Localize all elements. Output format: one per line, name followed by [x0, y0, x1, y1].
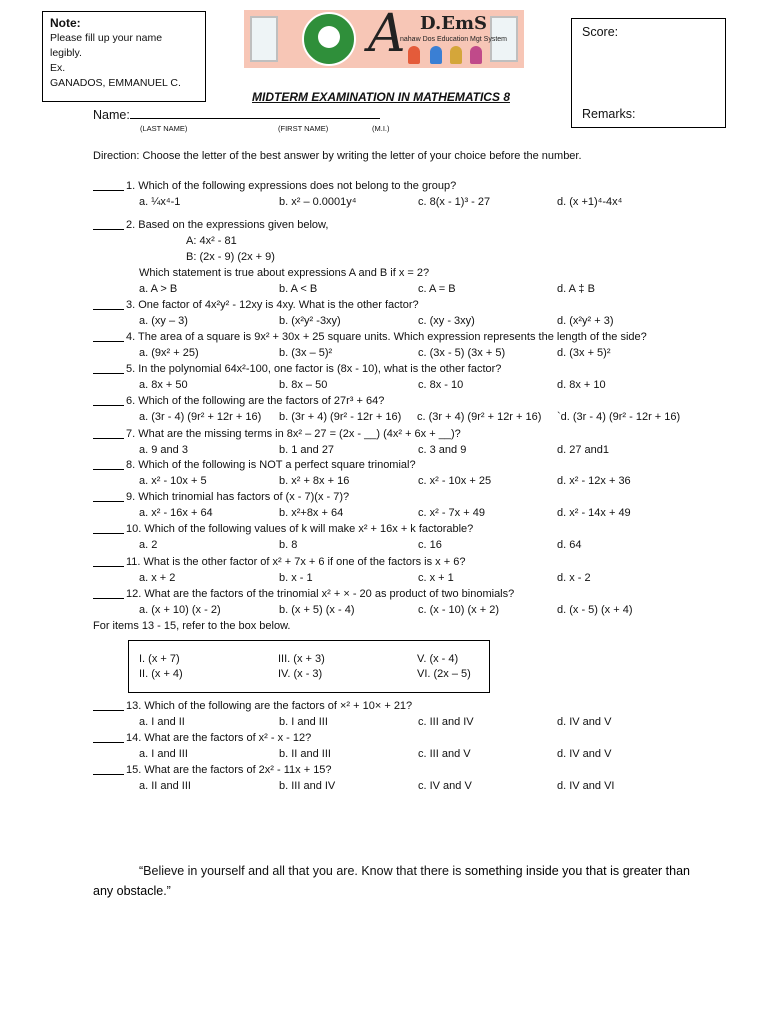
score-box [571, 18, 726, 128]
answer-blank[interactable] [93, 764, 124, 779]
answer-choice[interactable]: a. I and II [139, 716, 185, 728]
answer-choice[interactable]: a. x² - 10x + 5 [139, 475, 207, 487]
question-text: 7. What are the missing terms in 8x² – 27 = (2x - __) (4x² + 6x + __)? [126, 428, 461, 440]
name-sublabel: (LAST NAME) [140, 124, 188, 133]
quote-part: .” [163, 884, 171, 898]
answer-choice[interactable]: b. (3x – 5)² [279, 347, 333, 359]
answer-choice[interactable]: c. III and IV [418, 716, 474, 728]
answer-choice[interactable]: a. x + 2 [139, 572, 176, 584]
answer-choice[interactable]: c. x² - 7x + 49 [418, 507, 485, 519]
answer-choice[interactable]: b. III and IV [279, 780, 336, 792]
school-logo-banner [244, 10, 524, 68]
ref-item: VI. (2x – 5) [417, 668, 471, 680]
answer-choice[interactable]: c. III and V [418, 748, 471, 760]
answer-choice[interactable]: b. 1 and 27 [279, 444, 335, 456]
answer-choice[interactable]: b. x² – 0.0001y⁴ [279, 196, 357, 208]
expression-a: A: 4x² - 81 [186, 235, 237, 247]
name-sublabel: (FIRST NAME) [278, 124, 329, 133]
window-icon [250, 16, 278, 62]
answer-blank[interactable] [93, 556, 124, 571]
answer-choice[interactable]: b. 8 [279, 539, 298, 551]
answer-choice[interactable]: b. x² + 8x + 16 [279, 475, 350, 487]
answer-choice[interactable]: d. 27 and1 [557, 444, 609, 456]
answer-choice[interactable]: a. (3r - 4) (9r² + 12r + 16) [139, 411, 262, 423]
answer-blank[interactable] [93, 459, 124, 474]
answer-choice[interactable]: a. A > B [139, 283, 178, 295]
logo-tagline: nahaw Dos Education Mgt System [400, 36, 507, 43]
answer-choice[interactable]: c. (3x - 5) (3x + 5) [418, 347, 506, 359]
answer-choice[interactable]: c. A = B [418, 283, 456, 295]
ref-item: I. (x + 7) [139, 653, 180, 665]
answer-choice[interactable]: b. (x + 5) (x - 4) [279, 604, 355, 616]
logo-letter: A [368, 10, 406, 64]
answer-choice[interactable]: a. ¼x⁴-1 [139, 196, 181, 208]
question-text: 4. The area of a square is 9x² + 30x + 25 square units. Which expression represents the length of the side? [126, 331, 647, 343]
motivational-quote [93, 861, 713, 901]
answer-choice[interactable]: d. (x²y² + 3) [557, 315, 614, 327]
answer-choice[interactable]: a. 2 [139, 539, 158, 551]
child-figure-icon [470, 46, 482, 64]
answer-blank[interactable] [93, 732, 124, 747]
answer-choice[interactable]: c. 8(x - 1)³ - 27 [418, 196, 491, 208]
ref-item: V. (x - 4) [417, 653, 459, 665]
note-line: GANADOS, EMMANUEL C. [50, 77, 181, 89]
question-text: 12. What are the factors of the trinomial x² + × - 20 as product of two binomials? [126, 588, 515, 600]
note-line: Please fill up your name [50, 32, 163, 44]
answer-choice[interactable]: b. 8x – 50 [279, 379, 328, 391]
answer-blank[interactable] [93, 363, 124, 378]
answer-choice[interactable]: d. 8x + 10 [557, 379, 606, 391]
answer-choice[interactable]: a. (xy – 3) [139, 315, 188, 327]
answer-choice[interactable]: a. 8x + 50 [139, 379, 188, 391]
answer-choice[interactable]: d. 64 [557, 539, 582, 551]
name-label: Name: [93, 108, 130, 122]
child-figure-icon [430, 46, 442, 64]
answer-blank[interactable] [93, 180, 124, 195]
question-text: 15. What are the factors of 2x² - 11x + 15? [126, 764, 332, 776]
answer-choice[interactable]: `d. (3r - 4) (9r² - 12r + 16) [557, 411, 681, 423]
quote-emphasis: something inside you that is greater than any obstacle [93, 864, 691, 898]
answer-choice[interactable]: c. x + 1 [418, 572, 454, 584]
answer-choice[interactable]: c. 16 [418, 539, 442, 551]
ref-item: IV. (x - 3) [278, 668, 323, 680]
answer-choice[interactable]: d. x - 2 [557, 572, 591, 584]
answer-choice[interactable]: c. (x - 10) (x + 2) [418, 604, 499, 616]
question-text: 3. One factor of 4x²y² - 12xy is 4xy. What is the other factor? [126, 299, 419, 311]
answer-choice[interactable]: c. (xy - 3xy) [418, 315, 475, 327]
answer-choice[interactable]: a. 9 and 3 [139, 444, 188, 456]
answer-choice[interactable]: b. A < B [279, 283, 318, 295]
child-figure-icon [450, 46, 462, 64]
remarks-label: Remarks: [582, 107, 636, 121]
expression-b: B: (2x - 9) (2x + 9) [186, 251, 275, 263]
question-text: 5. In the polynomial 64x²-100, one factor is (8x - 10), what is the other factor? [126, 363, 502, 375]
answer-choice[interactable]: b. x²+8x + 64 [279, 507, 344, 519]
child-figure-icon [408, 46, 420, 64]
question-text: 11. What is the other factor of x² + 7x + 6 if one of the factors is x + 6? [126, 556, 466, 568]
answer-choice[interactable]: c. 8x - 10 [418, 379, 464, 391]
exam-title: MIDTERM EXAMINATION IN MATHEMATICS 8 [252, 90, 510, 104]
answer-choice[interactable]: a. (x + 10) (x - 2) [139, 604, 221, 616]
question-subtext: Which statement is true about expressions A and B if x = 2? [139, 267, 430, 279]
score-label: Score: [582, 25, 619, 39]
answer-choice[interactable]: d. x² - 14x + 49 [557, 507, 631, 519]
answer-choice[interactable]: b. (x²y² -3xy) [279, 315, 341, 327]
answer-choice[interactable]: d. x² - 12x + 36 [557, 475, 631, 487]
answer-choice[interactable]: b. x - 1 [279, 572, 313, 584]
answer-blank[interactable] [93, 588, 124, 603]
note-line: Ex. [50, 62, 66, 74]
answer-choice[interactable]: c. x² - 10x + 25 [418, 475, 492, 487]
name-field[interactable] [93, 106, 380, 122]
answer-blank[interactable] [93, 491, 124, 506]
answer-choice[interactable]: d. A ‡ B [557, 283, 595, 295]
answer-choice[interactable]: a. II and III [139, 780, 191, 792]
answer-blank[interactable] [93, 299, 124, 314]
note-title: Note: [50, 16, 81, 30]
answer-choice[interactable]: b. I and III [279, 716, 328, 728]
question-text: 10. Which of the following values of k will make x² + 16x + k factorable? [126, 523, 474, 535]
answer-blank[interactable] [93, 700, 124, 715]
question-text: 6. Which of the following are the factors of 27r³ + 64? [126, 395, 385, 407]
answer-choice[interactable]: d. IV and V [557, 716, 612, 728]
answer-blank[interactable] [93, 219, 124, 234]
answer-choice[interactable]: a. I and III [139, 748, 188, 760]
question-text: 14. What are the factors of x² - x - 12? [126, 732, 312, 744]
name-underline[interactable] [130, 106, 380, 119]
answer-choice[interactable]: d. (3x + 5)² [557, 347, 611, 359]
answer-choice[interactable]: b. II and III [279, 748, 331, 760]
answer-blank[interactable] [93, 523, 124, 538]
answer-blank[interactable] [93, 428, 124, 443]
note-box [42, 11, 206, 102]
refer-note: For items 13 - 15, refer to the box below. [93, 620, 291, 632]
reference-box [128, 640, 490, 693]
question-text: 8. Which of the following is NOT a perfect square trinomial? [126, 459, 416, 471]
answer-choice[interactable]: d. IV and VI [557, 780, 615, 792]
direction-text: Direction: Choose the letter of the best answer by writing the letter of your choice before the number. [93, 150, 582, 162]
question-text: 1. Which of the following expressions does not belong to the group? [126, 180, 457, 192]
answer-choice[interactable]: a. x² - 16x + 64 [139, 507, 213, 519]
answer-blank[interactable] [93, 395, 124, 410]
note-line: legibly. [50, 47, 82, 59]
question-text: 2. Based on the expressions given below, [126, 219, 329, 231]
answer-choice[interactable]: d. (x +1)⁴-4x⁴ [557, 196, 623, 208]
school-seal-icon [302, 12, 356, 66]
answer-choice[interactable]: c. IV and V [418, 780, 472, 792]
name-sublabel: (M.I.) [372, 124, 390, 133]
ref-item: III. (x + 3) [278, 653, 325, 665]
question-text: 13. Which of the following are the factors of ×² + 10× + 21? [126, 700, 413, 712]
answer-choice[interactable]: b. (3r + 4) (9r² - 12r + 16) [279, 411, 402, 423]
answer-choice[interactable]: a. (9x² + 25) [139, 347, 199, 359]
logo-name: D.EmS [420, 13, 487, 34]
answer-choice[interactable]: c. 3 and 9 [418, 444, 467, 456]
answer-choice[interactable]: c. (3r + 4) (9r² + 12r + 16) [417, 411, 542, 423]
quote-part: “Believe in yourself and all that you are. Know that there is [139, 864, 465, 878]
answer-choice[interactable]: d. IV and V [557, 748, 612, 760]
question-text: 9. Which trinomial has factors of (x - 7)(x - 7)? [126, 491, 350, 503]
answer-blank[interactable] [93, 331, 124, 346]
answer-choice[interactable]: d. (x - 5) (x + 4) [557, 604, 633, 616]
ref-item: II. (x + 4) [139, 668, 183, 680]
